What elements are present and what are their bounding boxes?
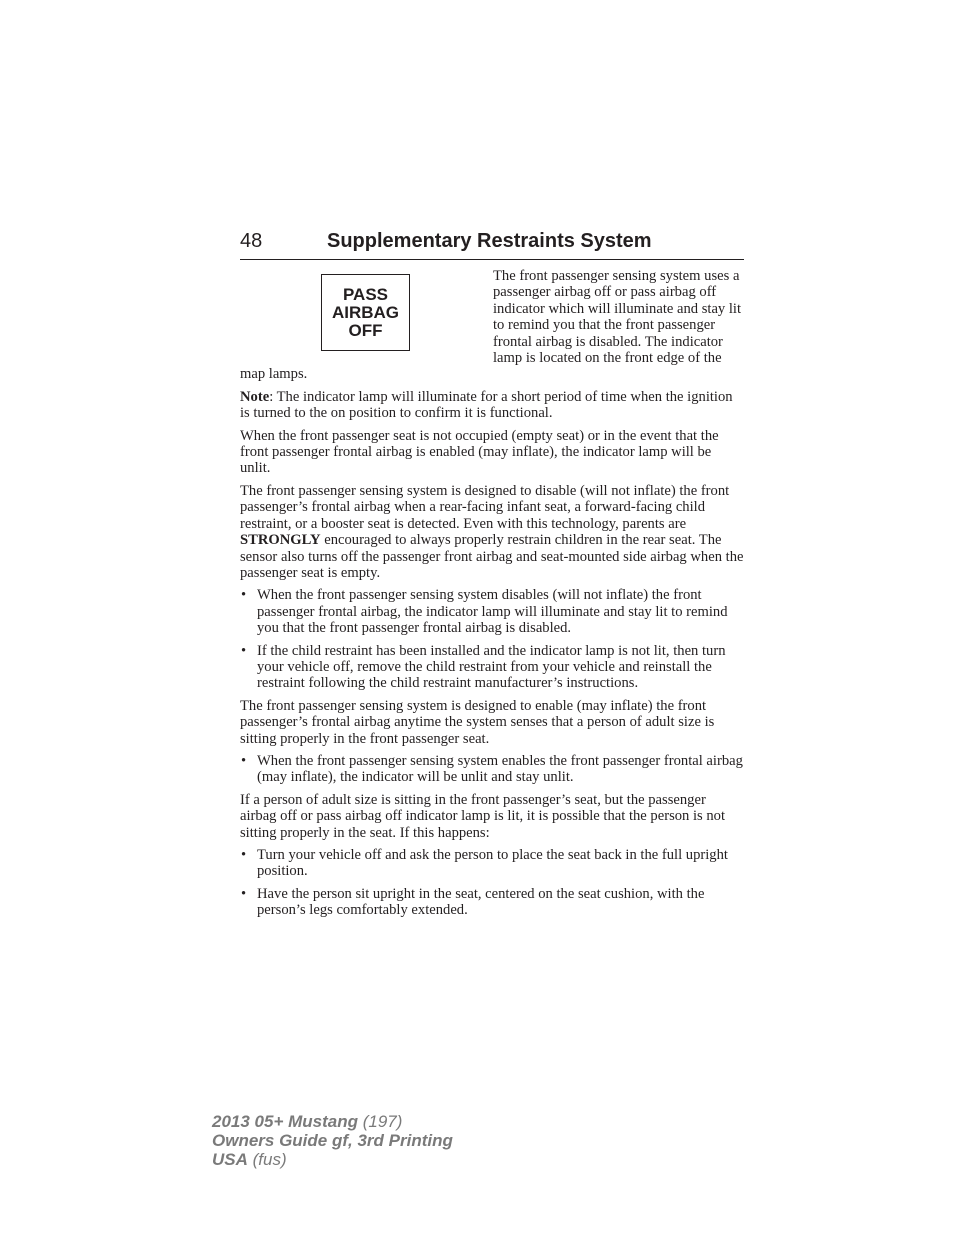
- indicator-figure: [240, 268, 493, 366]
- strongly-emphasis: STRONGLY: [240, 532, 321, 549]
- intro-paragraph: The front passenger sensing system uses a passenger airbag off or pass airbag off indicator which will illuminate and stay lit to remind you that the front passenger frontal airbag is disabled. The indicator lamp is located on the front edge of the map lamps.: [240, 268, 742, 383]
- footer-line-2: [212, 1131, 453, 1150]
- list-item: • When the front passenger sensing system enables the front passenger frontal airbag (may inflate), the indicator will be unlit and stay unlit.: [240, 753, 744, 786]
- section-title: Supplementary Restraints System: [327, 230, 652, 252]
- page-number: 48: [240, 230, 263, 252]
- footer-model-code: (197): [358, 1112, 403, 1131]
- action-bullet-list: [240, 847, 744, 919]
- indicator-line-off: OFF: [348, 320, 383, 340]
- indicator-line-airbag: AIRBAG: [331, 302, 400, 322]
- footer-guide: Owners Guide gf, 3rd Printing: [212, 1131, 453, 1150]
- page-body: [240, 268, 744, 925]
- list-item: • If the child restraint has been installed and the indicator lamp is not lit, then turn your vehicle off, remove the child restraint from your vehicle and reinstall the restraint following the child restraint manufacturer’s instructions.: [240, 643, 744, 692]
- disable-text-1: The front passenger sensing system is designed to disable (will not inflate) the front passenger’s frontal airbag when a rear-facing infant seat, a forward-facing child restraint, or a booster seat is detected. Even with this technology, parents are: [240, 482, 730, 532]
- footer-line-3: [212, 1150, 453, 1169]
- disable-paragraph: [240, 483, 744, 581]
- footer-market-code: (fus): [247, 1150, 287, 1169]
- disabled-bullet-list: [240, 587, 744, 691]
- footer-line-1: [212, 1112, 453, 1131]
- enabled-bullet-list: [240, 753, 744, 786]
- footer-market: USA: [212, 1150, 248, 1169]
- document-footer: [212, 1112, 453, 1169]
- adult-lit-paragraph: If a person of adult size is sitting in the front passenger’s seat, but the passenger airbag off or pass airbag off indicator lamp is lit, it is possible that the person is not sitting properly in the seat. If this happens:: [240, 791, 726, 841]
- list-item: • Have the person sit upright in the seat, centered on the seat cushion, with the person’s legs comfortably extended.: [240, 886, 744, 919]
- pass-airbag-off-indicator-icon: [321, 274, 410, 351]
- list-item: • Turn your vehicle off and ask the person to place the seat back in the full upright position.: [240, 847, 744, 880]
- page-header: [240, 229, 744, 260]
- unoccupied-paragraph: When the front passenger seat is not occupied (empty seat) or in the event that the front passenger frontal airbag is enabled (may inflate), the indicator lamp will be unlit.: [240, 427, 719, 477]
- list-item: • When the front passenger sensing system disables (will not inflate) the front passenger frontal airbag, the indicator lamp will illuminate and stay lit to remind you that the front passenger frontal airbag is disabled.: [240, 587, 744, 636]
- note-text: : The indicator lamp will illuminate for a short period of time when the ignition is turned to the on position to confirm it is functional.: [240, 388, 733, 422]
- disable-text-2: encouraged to always properly restrain children in the rear seat. The sensor also turns off the passenger front airbag and seat-mounted side airbag when the passenger seat is empty.: [240, 532, 744, 581]
- indicator-line-pass: PASS: [342, 284, 389, 304]
- note-paragraph: [240, 389, 744, 422]
- enable-paragraph: The front passenger sensing system is designed to enable (may inflate) the front passenger’s frontal airbag anytime the system senses that a person of adult size is sitting properly in the front passenger seat.: [240, 697, 715, 747]
- footer-model: 2013 05+ Mustang: [212, 1112, 358, 1131]
- note-label: Note: [240, 388, 270, 405]
